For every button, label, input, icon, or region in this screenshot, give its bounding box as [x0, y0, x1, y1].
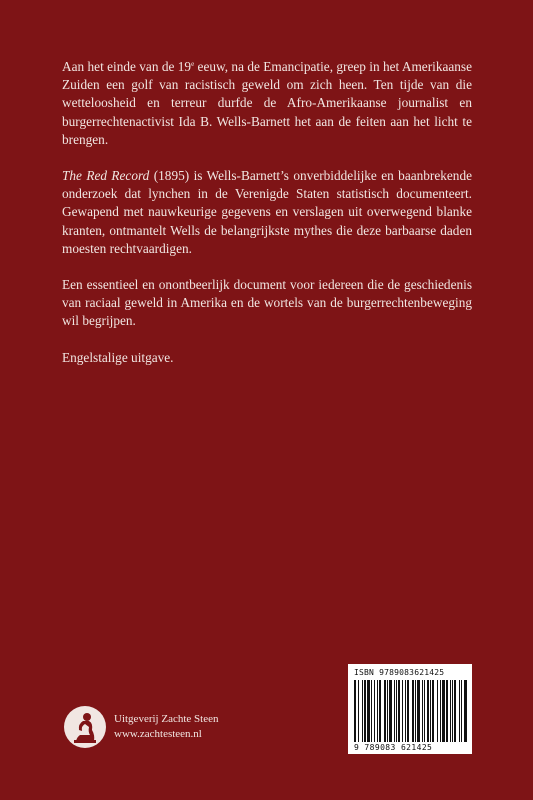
barcode-bar: [358, 680, 359, 742]
paragraph-2-rest: (1895) is Wells-Barnett’s onverbiddelijke en baanbrekende onderzoek dat lynchen in de Verenigde Staten statistisch documenteert. Gewapend met nauwkeurige gegevens en verslagen uit overwegend blanke kranten, ontmantelt Wells de belangrijkste mythes die deze barbaarse daden moesten rechtvaardigen.: [62, 168, 472, 256]
publisher-text: [114, 712, 218, 742]
barcode-bar: [452, 680, 453, 742]
barcode-bar: [364, 680, 366, 742]
isbn-barcode: [348, 664, 472, 754]
barcode-bar: [367, 680, 370, 742]
barcode-bar: [387, 680, 388, 742]
barcode-bar: [394, 680, 395, 742]
barcode-bar: [405, 680, 406, 742]
barcode-bar: [442, 680, 445, 742]
book-title-italic: The Red Record: [62, 168, 150, 184]
barcode-bar: [464, 680, 467, 742]
barcode-bar: [377, 680, 378, 742]
blurb-paragraph-2: [62, 167, 472, 258]
barcode-bars: [354, 680, 466, 742]
paragraph-1-start: Aan het einde van de 19: [62, 59, 192, 74]
publisher-name: Uitgeverij Zachte Steen: [114, 713, 219, 725]
barcode-bar: [432, 680, 434, 742]
barcode-bar: [422, 680, 423, 742]
barcode-bar: [402, 680, 403, 742]
barcode-bar: [384, 680, 386, 742]
blurb-paragraph-3: Een essentieel en onontbeerlijk document voor iedereen die de geschiedenis van raciaal geweld in Amerika en de wortels van de burgerrechtenbeweging wil begrijpen.: [62, 277, 472, 329]
edition-note: Engelstalige uitgave.: [62, 349, 174, 365]
blurb-paragraph-1: [62, 58, 472, 149]
barcode-bar: [389, 680, 392, 742]
barcode-bar: [354, 680, 356, 742]
barcode-digits: 9 789083 621425: [354, 743, 433, 752]
barcode-bar: [362, 680, 363, 742]
barcode-bar: [415, 680, 416, 742]
barcode-bar: [396, 680, 397, 742]
barcode-bar: [461, 680, 462, 742]
publisher-block: [64, 706, 218, 748]
publisher-url: www.zachtesteen.nl: [114, 728, 202, 740]
barcode-bar: [379, 680, 381, 742]
barcode-bar: [374, 680, 375, 742]
barcode-bar: [459, 680, 460, 742]
blurb: [62, 58, 472, 385]
thinker-statue-icon: [64, 706, 106, 748]
barcode-bar: [446, 680, 448, 742]
barcode-bar: [440, 680, 441, 742]
century-superscript: e: [191, 60, 195, 68]
barcode-bar: [454, 680, 456, 742]
barcode-bar: [424, 680, 425, 742]
barcode-bar: [371, 680, 372, 742]
barcode-bar: [417, 680, 420, 742]
barcode-bar: [407, 680, 409, 742]
barcode-bar: [398, 680, 400, 742]
isbn-label: ISBN 9789083621425: [354, 668, 445, 677]
barcode-bar: [450, 680, 451, 742]
barcode-bar: [437, 680, 438, 742]
barcode-bar: [412, 680, 414, 742]
barcode-bar: [430, 680, 431, 742]
paragraph-1-rest: eeuw, na de Emancipatie, greep in het Amerikaanse Zuiden een golf van racistisch geweld om zich heen. Ten tijde van die wetteloosheid en terreur durfde de Afro-Amerikaanse journalist en burgerrechtenactivist Ida B. Wells-Barnett het aan de feiten aan het licht te brengen.: [62, 59, 473, 147]
barcode-bar: [427, 680, 429, 742]
